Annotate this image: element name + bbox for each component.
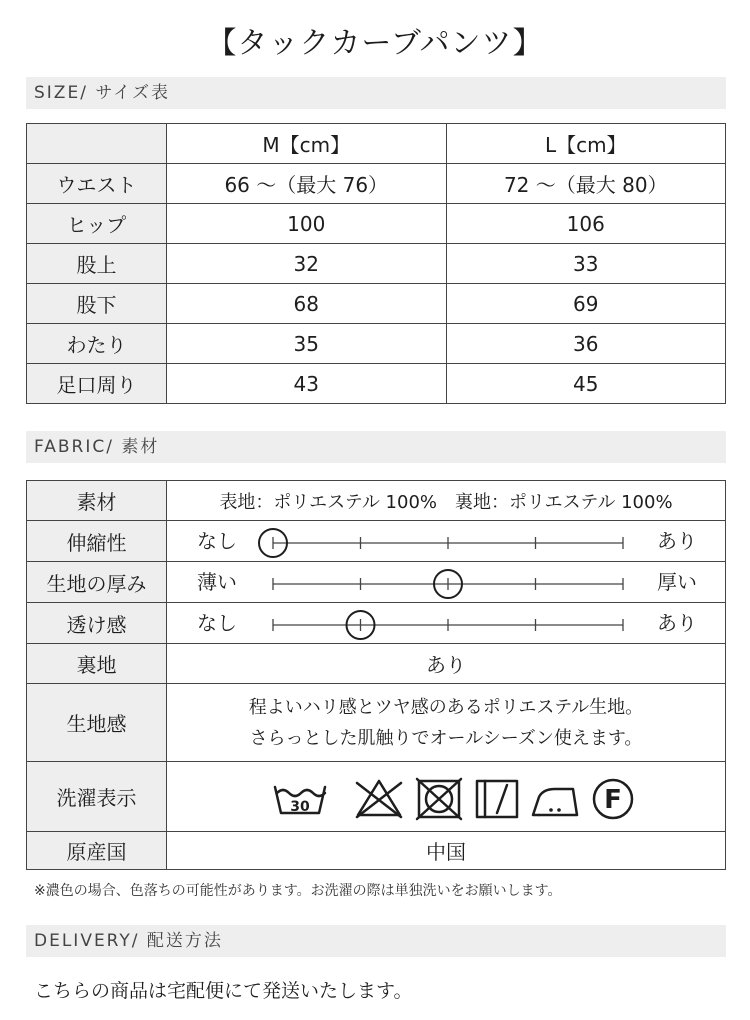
sheerness-scale [167,603,726,644]
size-row-label: 足口周り [27,364,167,404]
table-row [27,244,726,284]
table-row [27,481,726,521]
table-row [27,521,726,562]
size-l-value: 36 [446,324,726,364]
stretch-label: 伸縮性 [27,521,167,562]
size-section-heading: SIZE/ サイズ表 [26,77,726,109]
scale-right-label: あり [657,529,697,553]
size-row-label: ウエスト [27,164,167,204]
thickness-scale [167,562,726,603]
care-label: 洗濯表示 [27,762,167,832]
table-row [27,204,726,244]
no-tumble-dry-icon [417,779,461,819]
origin-value: 中国 [167,832,726,870]
fabric-feel-line1: 程よいハリ感とツヤ感のあるポリエステル生地。 [248,696,644,718]
size-l-value: 45 [446,364,726,404]
size-row-label: ヒップ [27,204,167,244]
lining-label: 裏地 [27,644,167,684]
fabric-table [26,480,726,870]
material-label: 素材 [27,481,167,521]
table-row [27,684,726,762]
delivery-section-heading: DELIVERY/ 配送方法 [26,925,726,957]
sheerness-scale-graphic [167,603,725,643]
no-bleach-icon [357,781,401,817]
size-m-value: 66 ～（最大 76） [167,164,447,204]
stretch-scale-graphic [167,521,725,561]
size-row-label: わたり [27,324,167,364]
table-row [27,762,726,832]
table-row [27,284,726,324]
dry-clean-letter: F [604,784,622,815]
size-table-corner [27,124,167,164]
lining-value: あり [167,644,726,684]
size-row-label: 股上 [27,244,167,284]
table-row [27,644,726,684]
size-row-label: 股下 [27,284,167,324]
size-l-value: 69 [446,284,726,324]
scale-left-label: なし [197,529,237,553]
care-note: ※濃色の場合、色落ちの可能性があります。お洗濯の際は単独洗いをお願いします。 [34,883,562,899]
scale-left-label: 薄い [197,570,237,594]
table-row [27,562,726,603]
sheerness-label: 透け感 [27,603,167,644]
size-m-value: 68 [167,284,447,324]
fabric-section-heading: FABRIC/ 素材 [26,431,726,463]
size-col-m: M【cm】 [167,124,447,164]
size-l-value: 72 ～（最大 80） [446,164,726,204]
fabric-feel-line2: さらっとした肌触りでオールシーズン使えます。 [249,727,643,749]
stretch-scale [167,521,726,562]
scale-left-label: なし [197,611,237,635]
size-col-l: L【cm】 [446,124,726,164]
table-row [27,164,726,204]
size-m-value: 32 [167,244,447,284]
size-table [26,123,726,404]
care-icons [167,762,726,832]
size-l-value: 106 [446,204,726,244]
scale-right-label: 厚い [657,570,697,594]
table-row [27,364,726,404]
line-dry-icon [477,781,517,817]
iron-low-icon [533,789,577,815]
size-m-value: 43 [167,364,447,404]
origin-label: 原産国 [27,832,167,870]
table-row [27,832,726,870]
care-icons-row [167,763,725,831]
material-value: 表地：ポリエステル 100% 裏地：ポリエステル 100% [167,481,726,521]
delivery-text: こちらの商品は宅配便にて発送いたします。 [34,980,413,1002]
page-title: 【タックカーブパンツ】 [206,26,544,61]
wash-temp-label: 30 [290,798,310,815]
thickness-scale-graphic [167,562,725,602]
fabric-feel-label: 生地感 [27,684,167,762]
table-row [27,603,726,644]
scale-right-label: あり [657,611,697,635]
table-row [27,324,726,364]
size-m-value: 100 [167,204,447,244]
thickness-label: 生地の厚み [27,562,167,603]
size-m-value: 35 [167,324,447,364]
fabric-feel-value [167,684,726,762]
size-l-value: 33 [446,244,726,284]
